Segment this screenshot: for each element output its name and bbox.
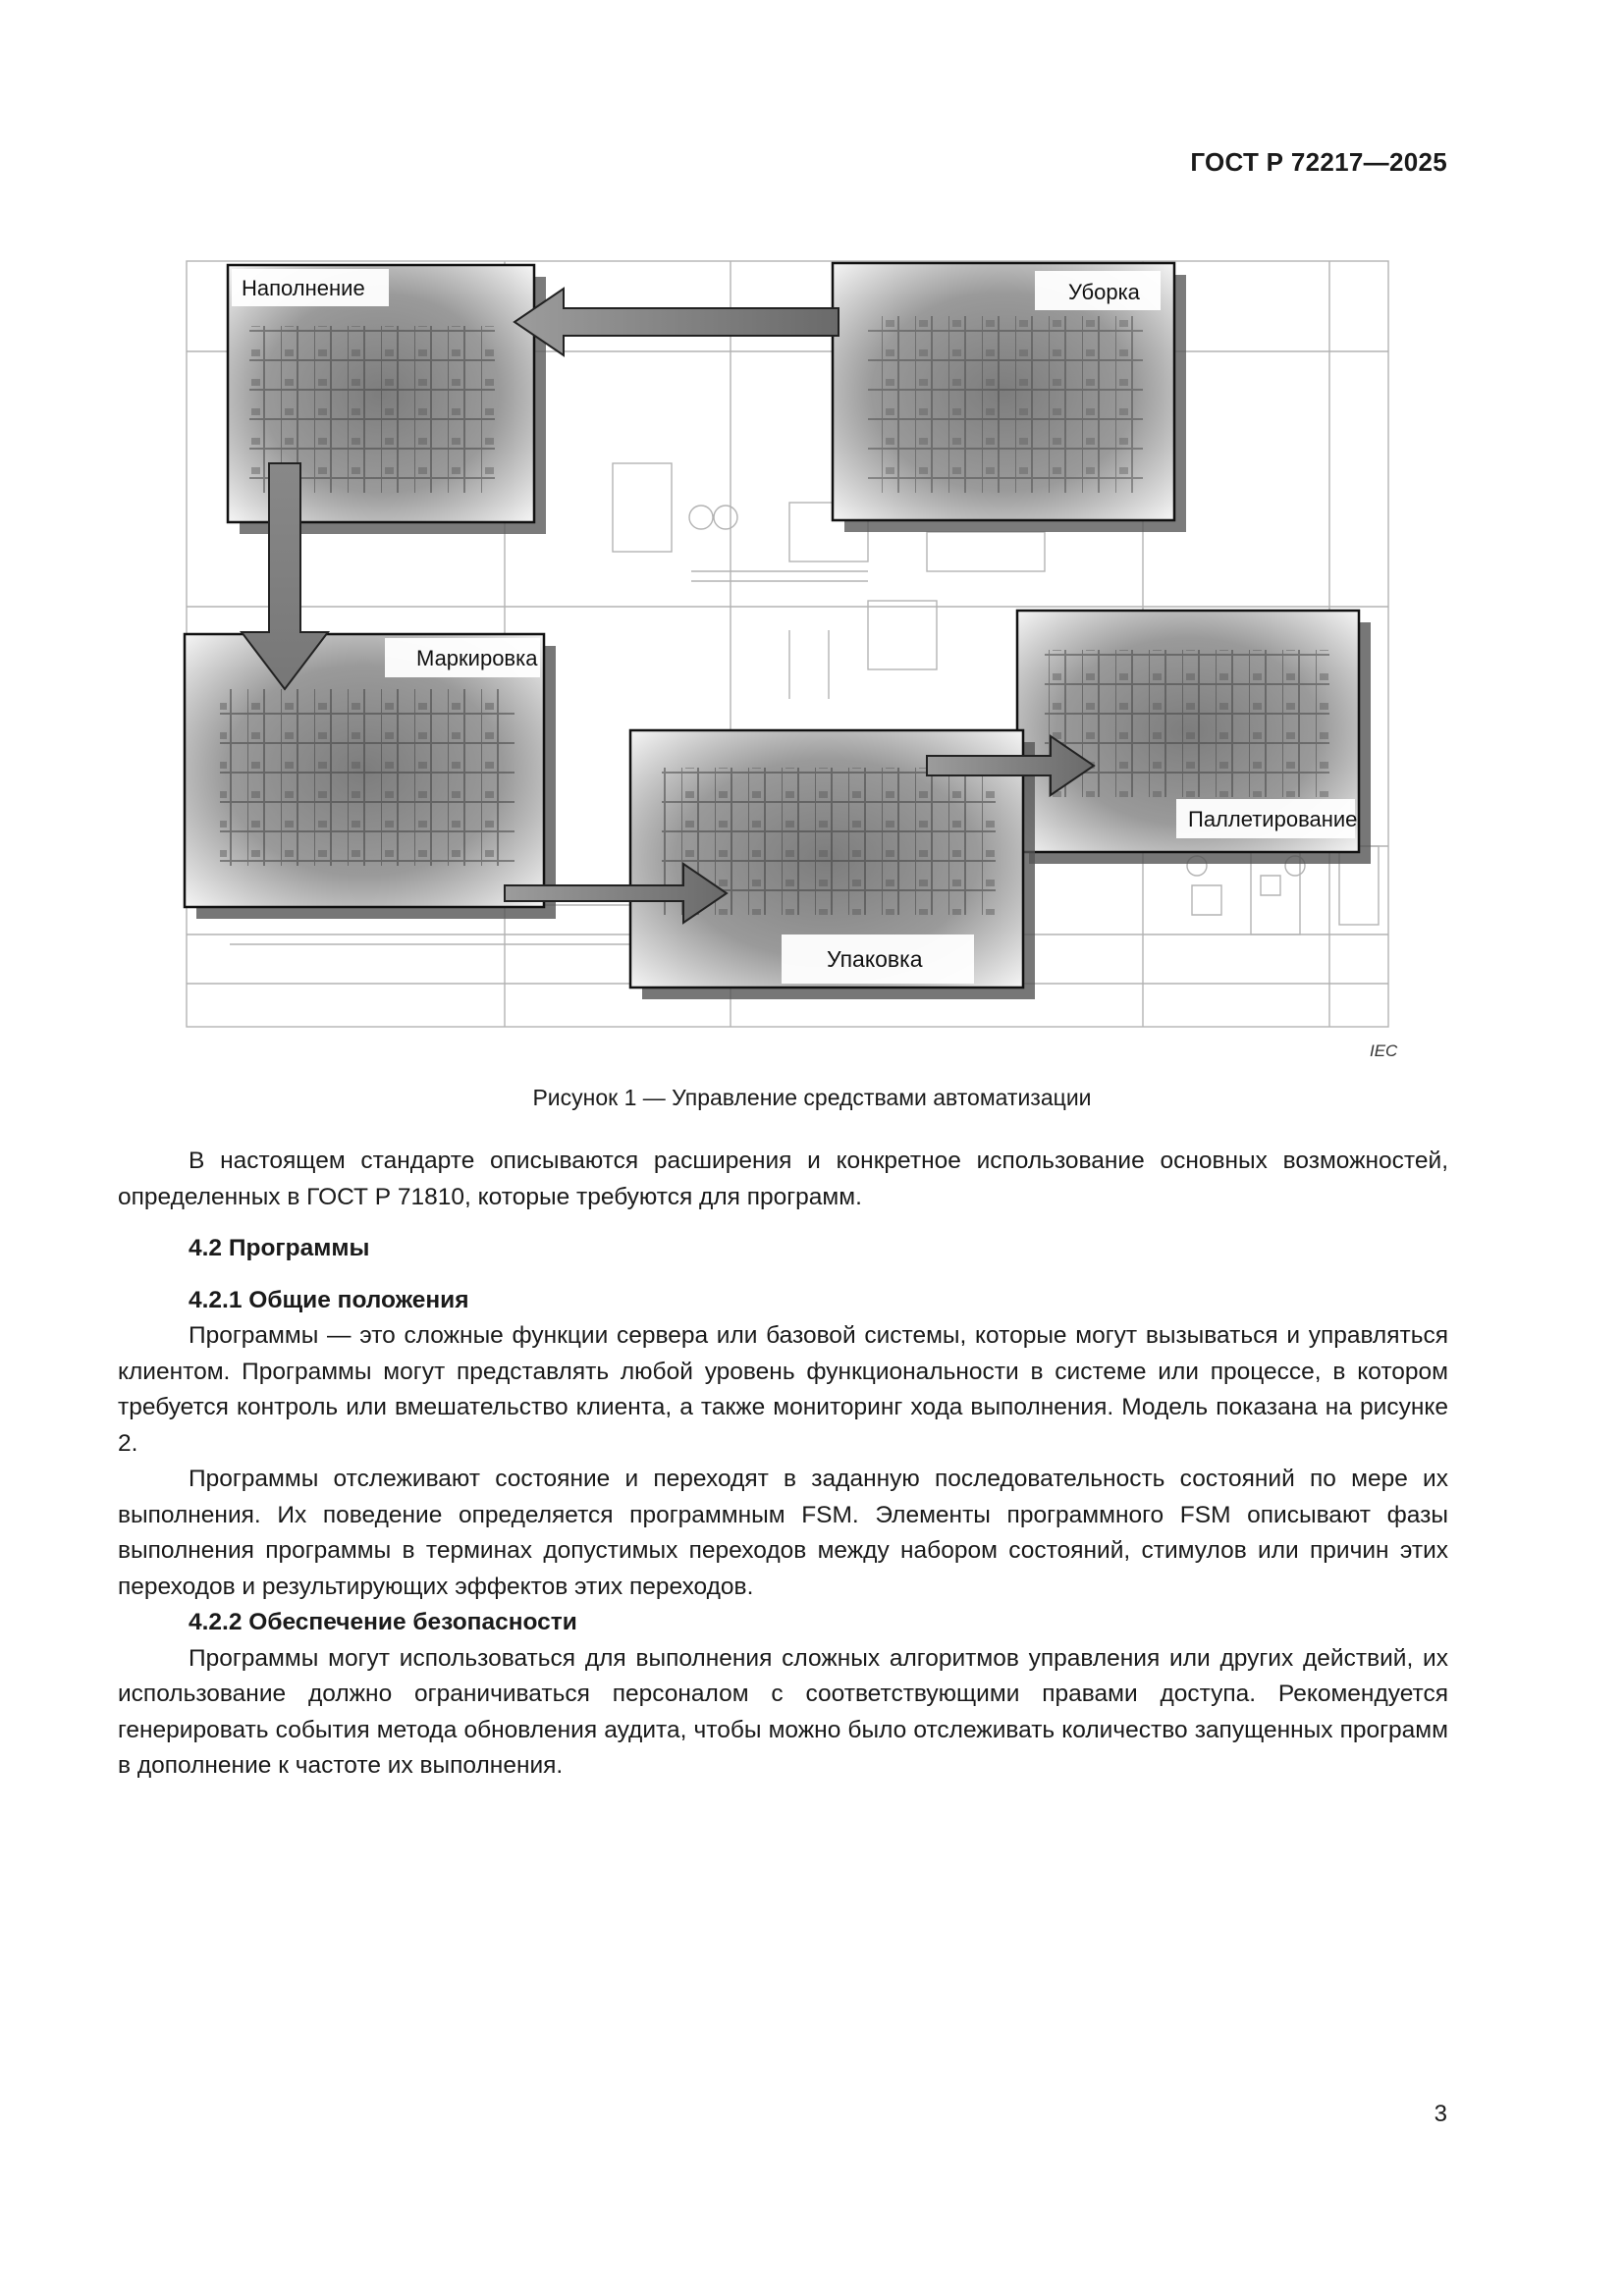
label-marking: Маркировка bbox=[416, 646, 538, 670]
photo-cleaning bbox=[833, 263, 1186, 532]
label-palletizing: Паллетирование bbox=[1188, 807, 1358, 831]
photo-marking bbox=[185, 634, 556, 919]
section-heading-4-2-1: 4.2.1 Общие положения bbox=[189, 1286, 469, 1313]
figure-caption: Рисунок 1 — Управление средствами автоматизации bbox=[532, 1085, 1092, 1110]
arrow-cleaning-to-filling bbox=[514, 289, 839, 355]
figure-source-iec: IEC bbox=[1370, 1041, 1398, 1060]
intro-paragraph: В настоящем стандарте описываются расширения и конкретное использование основных возможностей, определенных в ГОСТ Р 71810, которые требуются для программ. bbox=[118, 1148, 1448, 1210]
paragraph-4-2-2: Программы могут использоваться для выполнения сложных алгоритмов управления или других действий, их использование должно ограничиваться персоналом с соответствующими правами доступа. Рекомендуется генерировать события метода обновления аудита, чтобы можно было отслеживать количество запущенных программ в дополнение к частоте их выполнения. bbox=[118, 1644, 1448, 1779]
section-heading-4-2-2: 4.2.2 Обеспечение безопасности bbox=[189, 1609, 577, 1635]
photo-palletizing bbox=[1017, 611, 1371, 864]
label-filling: Наполнение bbox=[242, 276, 365, 300]
figure-automation-control bbox=[181, 257, 1394, 1042]
paragraph-4-2-1-a: Программы — это сложные функции сервера или базовой системы, которые могут вызываться и управляться клиентом. Программы могут представлять любой уровень функциональности в системе или процессе, в котором требуется контроль или вмешательство клиента, а также мониторинг хода выполнения. Модель показана на рисунке 2. bbox=[118, 1322, 1448, 1457]
label-packing: Упаковка bbox=[827, 946, 923, 972]
document-body bbox=[118, 1144, 1448, 1785]
paragraph-4-2-1-b: Программы отслеживают состояние и переходят в заданную последовательность состояний по мере их выполнения. Их поведение определяется программным FSM. Элементы программного FSM описывают фазы выполнения программы в терминах допустимых переходов между набором состояний, стимулов или причин этих переходов и результирующих эффектов этих переходов. bbox=[118, 1466, 1448, 1600]
page-number: 3 bbox=[1434, 2101, 1447, 2127]
section-heading-4-2: 4.2 Программы bbox=[189, 1235, 370, 1261]
document-id-header: ГОСТ Р 72217—2025 bbox=[1190, 147, 1447, 177]
label-cleaning: Уборка bbox=[1068, 280, 1140, 304]
